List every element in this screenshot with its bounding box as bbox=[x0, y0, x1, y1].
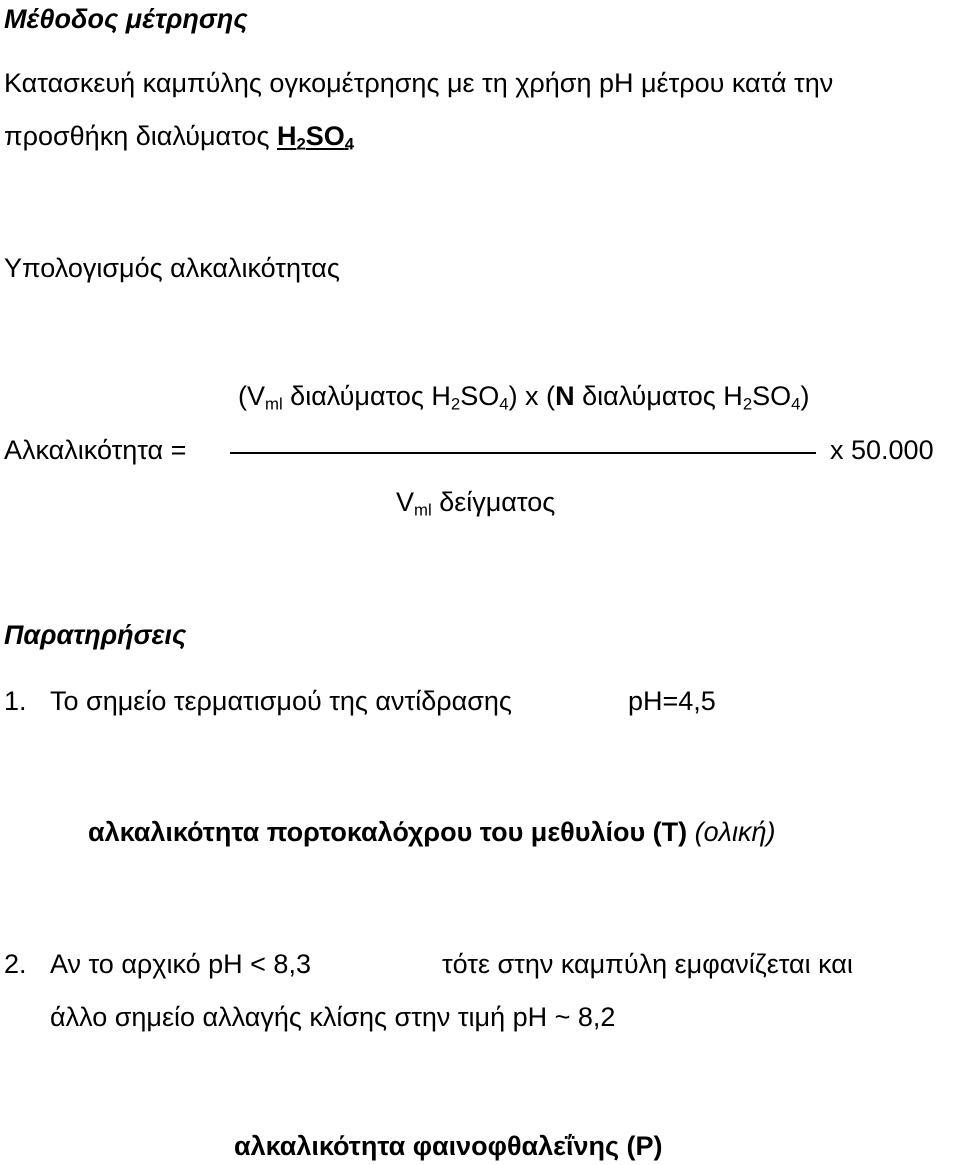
method-line-2-prefix: προσθήκη διαλύματος bbox=[4, 121, 277, 151]
formula-numerator: ($V_{ml}$ διαλύματος $H_2SO_4$) x (N διαλύματος $H_2SO_4$) bbox=[238, 381, 810, 414]
fraction-bar bbox=[230, 452, 816, 454]
formula-denominator: $V_{ml}$ δείγματος bbox=[396, 487, 556, 520]
observation-1-value: pH=4,5 bbox=[628, 686, 716, 716]
observations-heading: Παρατηρήσεις bbox=[4, 620, 187, 650]
method-heading: Μέθοδος μέτρησης bbox=[4, 4, 248, 34]
method-line-1: Κατασκευή καμπύλης ογκομέτρησης με τη χρήση pH μέτρου κατά την bbox=[4, 68, 834, 98]
calculation-heading: Υπολογισμός αλκαλικότητας bbox=[4, 253, 340, 283]
observation-2-result: αλκαλικότητα φαινοφθαλεΐνης (P) bbox=[234, 1131, 663, 1161]
method-line-2 bbox=[4, 121, 355, 154]
observation-2-line-2: άλλο σημείο αλλαγής κλίσης στην τιμή pH ~ 8,2 bbox=[50, 1002, 616, 1032]
chemical-formula-h2so4: $H_2SO_4$ bbox=[276, 121, 355, 154]
formula-lhs: Αλκαλικότητα = bbox=[4, 435, 187, 465]
observation-2-then: τότε στην καμπύλη εμφανίζεται και bbox=[442, 949, 853, 979]
observation-2-number: 2. bbox=[4, 949, 27, 979]
observation-1-number: 1. bbox=[4, 686, 27, 716]
observation-1-result: αλκαλικότητα πορτοκαλόχρου του μεθυλίου (T) (ολική) bbox=[88, 817, 776, 847]
observation-2-text: Αν το αρχικό pH < 8,3 bbox=[50, 949, 311, 979]
formula-multiplier: x 50.000 bbox=[830, 435, 934, 465]
observation-1-text: Το σημείο τερματισμού της αντίδρασης bbox=[50, 686, 512, 716]
